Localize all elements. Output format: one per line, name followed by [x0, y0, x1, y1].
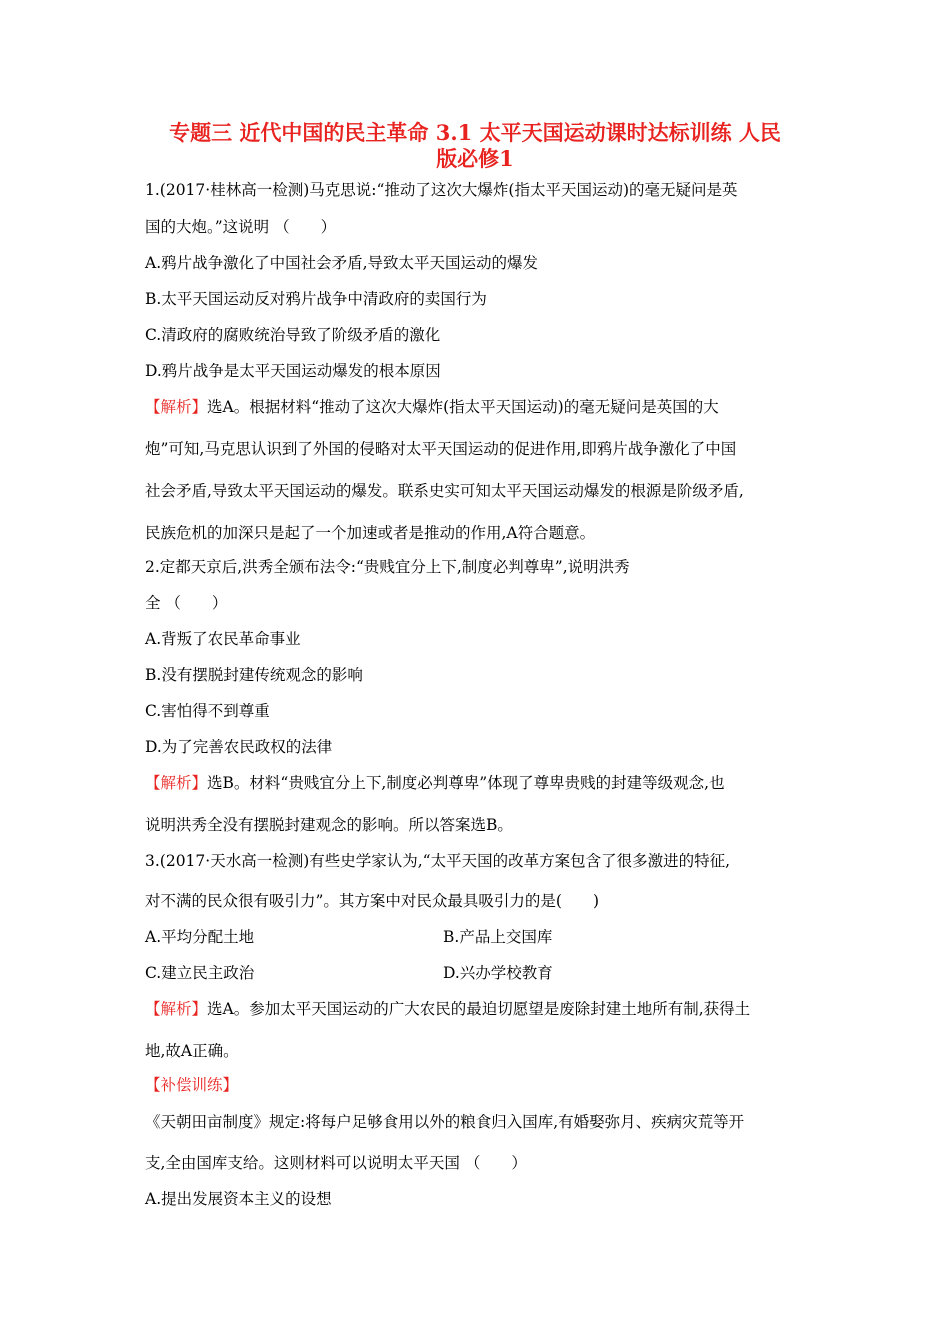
q1-option-c: C.清政府的腐败统治导致了阶级矛盾的激化	[145, 326, 441, 344]
document-title	[120, 120, 830, 172]
q1-option-b: B.太平天国运动反对鸦片战争中清政府的卖国行为	[145, 290, 487, 308]
supplement-stem-line-2: 支,全由国库支给。这则材料可以说明太平天国 （ ）	[145, 1154, 527, 1172]
analysis-tag: 【解析】	[145, 774, 208, 792]
q2-option-b: B.没有摆脱封建传统观念的影响	[145, 666, 363, 684]
title-line-2: 版必修1	[436, 146, 514, 171]
supplement-tag: 【补偿训练】	[145, 1076, 239, 1094]
q1-analysis-line-2: 炮”可知,马克思认识到了外国的侵略对太平天国运动的促进作用,即鸦片战争激化了中国	[145, 440, 737, 458]
q2-option-a: A.背叛了农民革命事业	[145, 630, 301, 648]
q3-option-c: C.建立民主政治	[145, 964, 255, 982]
q1-stem-line-1: 1.(2017·桂林高一检测)马克思说:“推动了这次大爆炸(指太平天国运动)的毫无疑问是英	[145, 181, 738, 199]
q1-option-a: A.鸦片战争激化了中国社会矛盾,导致太平天国运动的爆发	[145, 254, 539, 272]
title-line-1: 专题三 近代中国的民主革命 3.1 太平天国运动课时达标训练 人民	[169, 120, 781, 145]
q3-analysis-line-2: 地,故A正确。	[145, 1042, 239, 1060]
analysis-tag: 【解析】	[145, 398, 208, 416]
q1-analysis-line-3: 社会矛盾,导致太平天国运动的爆发。联系史实可知太平天国运动爆发的根源是阶级矛盾,	[145, 482, 744, 500]
q1-stem-line-2: 国的大炮。”这说明 （ ）	[145, 218, 337, 236]
q2-option-c: C.害怕得不到尊重	[145, 702, 270, 720]
q1-analysis-text: 选A。根据材料“推动了这次大爆炸(指太平天国运动)的毫无疑问是英国的大	[207, 398, 719, 416]
q2-stem-line-1: 2.定都天京后,洪秀全颁布法令:“贵贱宜分上下,制度必判尊卑”,说明洪秀	[145, 558, 630, 576]
q3-stem-line-2: 对不满的民众很有吸引力”。其方案中对民众最具吸引力的是( )	[145, 892, 600, 910]
q2-analysis-text: 选B。材料“贵贱宜分上下,制度必判尊卑”体现了尊卑贵贱的封建等级观念,也	[207, 774, 725, 792]
q2-analysis-line-1	[145, 773, 725, 793]
q3-analysis-text: 选A。参加太平天国运动的广大农民的最迫切愿望是废除封建土地所有制,获得土	[207, 1000, 751, 1018]
q1-analysis-line-1	[145, 397, 719, 417]
q2-stem-line-2: 全 （ ）	[145, 594, 228, 612]
q2-analysis-line-2: 说明洪秀全没有摆脱封建观念的影响。所以答案选B。	[145, 816, 513, 834]
q1-option-d: D.鸦片战争是太平天国运动爆发的根本原因	[145, 362, 441, 380]
q3-option-a: A.平均分配土地	[145, 928, 255, 946]
q2-option-d: D.为了完善农民政权的法律	[145, 738, 333, 756]
supplement-stem-line-1: 《天朝田亩制度》规定:将每户足够食用以外的粮食归入国库,有婚娶弥月、疾病灾荒等开	[145, 1113, 745, 1131]
q3-analysis-line-1	[145, 999, 750, 1019]
analysis-tag: 【解析】	[145, 1000, 208, 1018]
q3-option-d: D.兴办学校教育	[443, 964, 553, 982]
q3-option-b: B.产品上交国库	[443, 928, 553, 946]
q1-analysis-line-4: 民族危机的加深只是起了一个加速或者是推动的作用,A符合题意。	[145, 524, 596, 542]
supplement-option-a: A.提出发展资本主义的设想	[145, 1190, 332, 1208]
q3-stem-line-1: 3.(2017·天水高一检测)有些史学家认为,“太平天国的改革方案包含了很多激进的特征,	[145, 852, 731, 870]
